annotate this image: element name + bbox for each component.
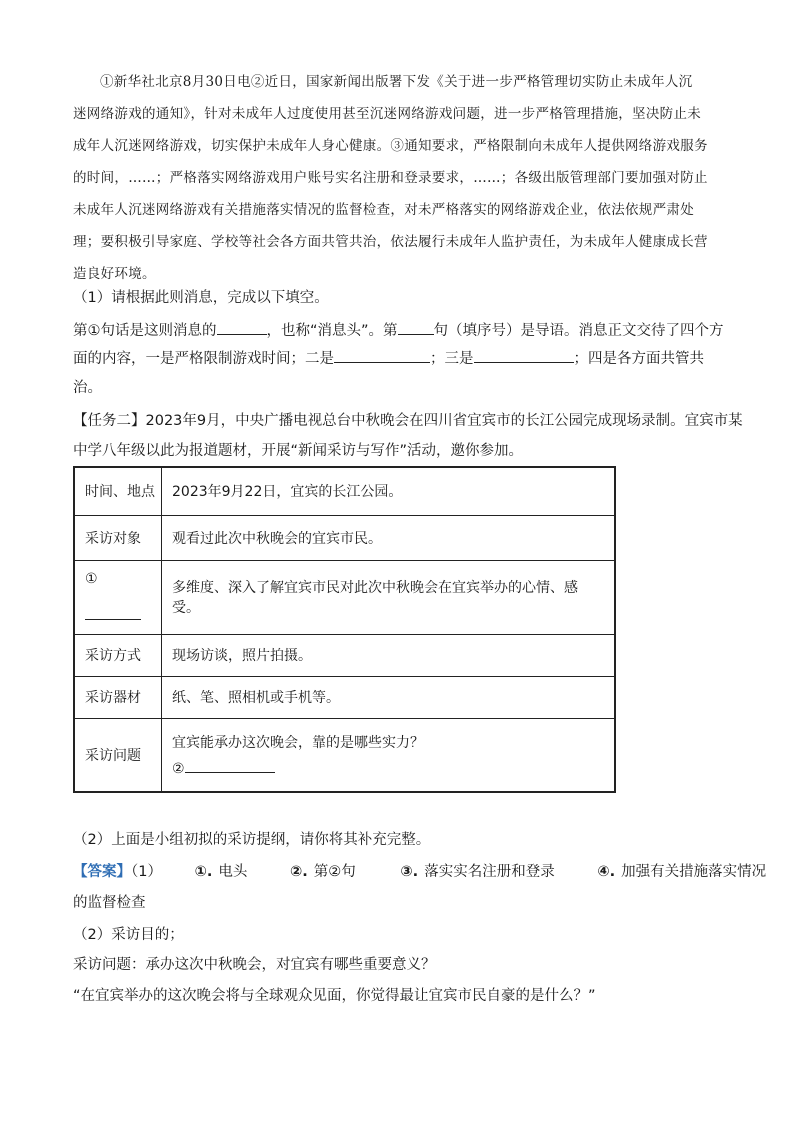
answer-line-2: 的监督检查	[73, 895, 146, 911]
task-2-line-1: 【任务二】2023年9月，中央广播电视总台中秋晚会在四川省宜宾市的长江公园完成现场录制。宜宾市某	[73, 413, 743, 429]
news-line: 未成年人沉迷网络游戏有关措施落实情况的监督检查，对未严格落实的网络游戏企业，依法依规严肃处	[73, 202, 694, 218]
table-row	[74, 467, 615, 515]
question-1-line-3: 治。	[73, 380, 102, 396]
fill-blank-2[interactable]	[398, 320, 434, 335]
interview-outline-table	[73, 466, 616, 793]
row-label: 采访器材	[74, 676, 162, 718]
row-value: 多维度、深入了解宜宾市民对此次中秋晚会在宜宾举办的心情、感受。	[162, 560, 616, 634]
row-value: 纸、笔、照相机或手机等。	[162, 676, 616, 718]
row-value: 宜宾能承办这次晚会，靠的是哪些实力？ ②	[162, 718, 616, 792]
question-2-prompt: （2）上面是小组初拟的采访提纲，请你将其补充完整。	[73, 832, 431, 848]
row-label: 采访方式	[74, 634, 162, 676]
row-label: ①	[74, 560, 162, 634]
answer-line-5: “在宜宾举办的这次晚会将与全球观众见面，你觉得最让宜宾市民自豪的是什么？”	[73, 988, 596, 1004]
table-row	[74, 560, 615, 634]
row-value: 2023年9月22日，宜宾的长江公园。	[162, 467, 616, 515]
fill-blank-purpose[interactable]	[85, 605, 141, 620]
table-row	[74, 718, 615, 792]
row-value: 观看过此次中秋晚会的宜宾市民。	[162, 515, 616, 560]
row-value: 现场访谈，照片拍摄。	[162, 634, 616, 676]
news-line: 迷网络游戏的通知》，针对未成年人过度使用甚至沉迷网络游戏问题，进一步严格管理措施，坚决防止未	[73, 106, 702, 122]
question-1-line-1: 第①句话是这则消息的 ，也称“消息头”。第 句（填序号）是导语。消息正文交待了四个方	[73, 320, 724, 341]
answer-option: ④. 加强有关措施落实情况	[597, 864, 767, 880]
news-line: 成年人沉迷网络游戏，切实保护未成年人身心健康。③通知要求，严格限制向未成年人提供网络游戏服务	[73, 138, 708, 154]
question-1-line-2: 面的内容，一是严格限制游戏时间；二是 ；三是 ；四是各方面共管共	[73, 348, 704, 369]
fill-blank-1[interactable]	[217, 320, 267, 335]
answer-option: ②. 第②句	[290, 864, 356, 880]
row-label: 采访问题	[74, 718, 162, 792]
answer-line-4: 采访问题：承办这次中秋晚会，对宜宾有哪些重要意义？	[73, 957, 436, 973]
question-1-prompt: （1）请根据此则消息，完成以下填空。	[73, 290, 329, 306]
answer-option: ①. 电头	[194, 864, 248, 880]
news-line: 理；要积极引导家庭、学校等社会各方面共管共治，依法履行未成年人监护责任，为未成年人健康成长营	[73, 234, 708, 250]
table-row	[74, 515, 615, 560]
answer-tag: 【答案】	[73, 864, 131, 880]
answer-line-1: 【答案】（1） ①. 电头 ②. 第②句 ③. 落实实名注册和登录 ④. 加强有关措施落实情况	[73, 864, 767, 880]
answer-option: ③. 落实实名注册和登录	[400, 864, 555, 880]
table-row	[74, 634, 615, 676]
news-line: 的时间，……；严格落实网络游戏用户账号实名注册和登录要求，……；各级出版管理部门要加强对防止	[73, 170, 708, 186]
news-line: ①新华社北京8月30日电②近日，国家新闻出版署下发《关于进一步严格管理切实防止未成年人沉	[100, 74, 693, 90]
news-passage	[73, 66, 721, 290]
fill-blank-3[interactable]	[334, 348, 430, 363]
answer-line-3: （2）采访目的；	[73, 927, 184, 943]
row-label: 采访对象	[74, 515, 162, 560]
task-2-line-2: 中学八年级以此为报道题材，开展“新闻采访与写作”活动，邀你参加。	[73, 443, 524, 459]
table-row	[74, 676, 615, 718]
fill-blank-4[interactable]	[474, 348, 574, 363]
news-line: 造良好环境。	[73, 266, 156, 282]
fill-blank-question[interactable]	[185, 758, 275, 773]
row-label: 时间、地点	[74, 467, 162, 515]
